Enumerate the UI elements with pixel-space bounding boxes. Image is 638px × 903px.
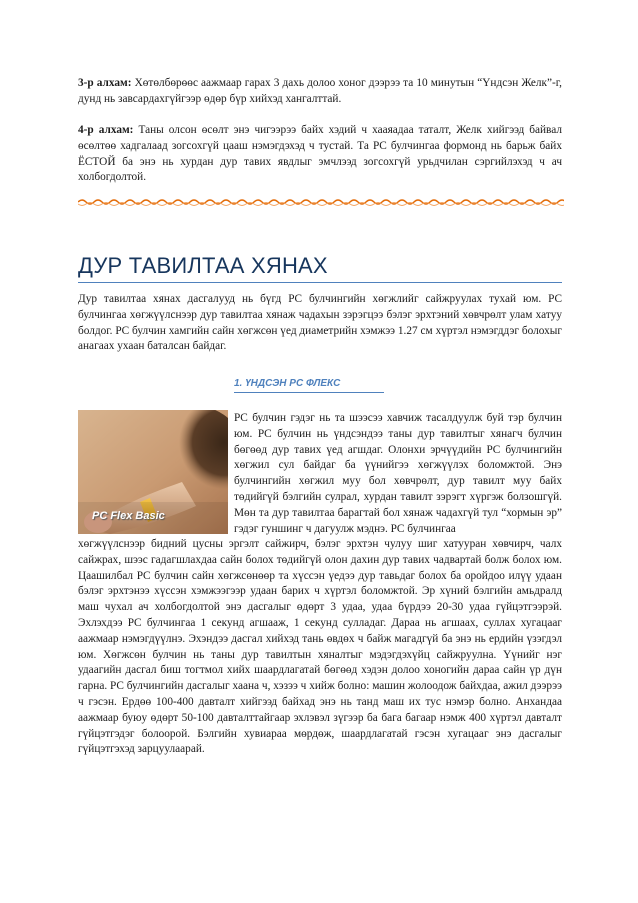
wavy-divider [78,196,564,208]
illustration-image [78,410,228,534]
intro-paragraph: Дур тавилтаа хянах дасгалууд нь бүгд PC булчингийн хөгжлийг сайжруулах тухай юм. PC булчингаа хөгжүүлснээр дур тавилтаа хянаж чадахын зэрэгцээ бэлэг эрхтэний хөвчрөлт улам хатуу болдог. PC булчин хамгийн сайн хөгжсөн үед диаметрийн хэмжээ 1.27 см хүртэл нэмэгддэг болохыг анагаах ухаан баталсан байдаг. [78,293,562,353]
step-4-paragraph [78,123,562,186]
side-paragraph: PC булчин гэдэг нь та шээсээ хавчиж тасалдуулж буй тэр булчин юм. PC булчин нь үндсэндээ таны дур тавилтыг хянагч булчин бөгөөд дур тавих үед агшдаг. Олонхи эрчүүдийн PC булчингийн хөгжил сул байдаг ба үүнийгээ хөгжүүлэх боломжтой. Энэ булчингийн хөгжил муу бол хөвчрөлт, дур тавилт муу байх төдийгүй бэлгийн сулрал, хурдан тавилт зэрэгт хүргэж болзошгүй. Мөн та дур тавилтаа барагтай бол хянаж чадахгүй тул “хормын эр” гэдэг гуншинг ч дагуулж мэднэ. PC булчингаа [234,412,562,535]
step-4-text: Таны олсон өсөлт энэ чигээрээ байх хэдий ч хааяадаа таталт, Желк хийгээд байвал өсөлтөө хадгалаад зогсохгүй цааш нэмэгдэхэд ч тустай. Та PC булчингаа формонд нь барьж байх ЁСТОЙ ба энэ нь хурдан дур тавих явдлыг эмчлээд зогсохгүй урьдчилан сэргийлэхэд ч ач холбогдолтой. [78,124,562,184]
body-paragraph: хөгжүүлснээр бидний цусны эргэлт сайжирч, бэлэг эрхтэн чулуу шиг хатууран хөвчирч, чалх сайжрах, шээс гадагшлахдаа сайн болох төдийгүй олон дахин дур тавих чадвартай болж болох юм. Цаашилбал PC булчин сайн хөгжсөнөөр та хүссэн үедээ дур тавьдаг болох ба оройдоо илүү удаан бэлэг эрхтэнээ хүссэн хэмжээгээр удаан барих ч хүртэл боломжтой. Эр хүний бэлгийн амьдралд маш чухал ач холбогдолтой энэ дасгалыг өдөрт 3 удаа, удаа бүрдээ 20-30 удаа гүйцэтгээрэй. Эхлэхдээ PC булчингаа 1 секунд агшааж, 1 секунд сулладаг. Дараа нь агшаах, суллах хугацааг аажмаар нэмэгдүүлнэ. Эхэндээ дасгал хийхэд тань өвдөх ч байж магадгүй ба энэ нь ердийн үзэгдэл юм. Хөгжсөн булчин нь таны дур тавилтын хяналтыг мэдэгдэхүйц сайжруулна. Үүнийг нэг удаагийн дасгал биш тогтмол хийх шаардлагатай бөгөөд хэдэн долоо хоногийн дараа сайн үр дүн гарна. PC булчингийн дасгалыг хаана ч, хэзээ ч хийж болно: машин жолоодож байхдаа, ажил дээрээ ч гэсэн. Ердөө 100-400 давталт хийгээд байхад энэ нь танд маш их тус нэмэр болно. Анхандаа аажмаар буюу өдөрт 50-100 давталттайгаар эхлэвэл зүгээр ба бага багаар нэмж 400 хүртэл давталт гүйцэтгэдэг болоорой. Бэлгийн хувиараа мөрдөж, шаардлагатай гэсэн хугацааг энэ дасгалыг гүйцэтгэхэд зарцуулаарай. [78,538,562,756]
step-4-label: 4-р алхам: [78,124,134,136]
section-heading: ДУР ТАВИЛТАА ХЯНАХ [78,253,328,278]
subheading: 1. ҮНДСЭН PC ФЛЕКС [234,378,341,389]
illustration-caption: PC Flex Basic [92,510,165,522]
step-3-text: Хөтөлбөрөөс аажмаар гарах 3 дахь долоо хоног дээрээ та 10 минутын “Үндсэн Желк”-г, дунд нь завсардахгүйгээр өдөр бүр хийхэд хангалттай. [78,77,562,105]
step-3-label: 3-р алхам: [78,77,132,89]
step-3-paragraph [78,76,562,108]
heading-underline [78,282,562,283]
subheading-underline [234,392,384,393]
